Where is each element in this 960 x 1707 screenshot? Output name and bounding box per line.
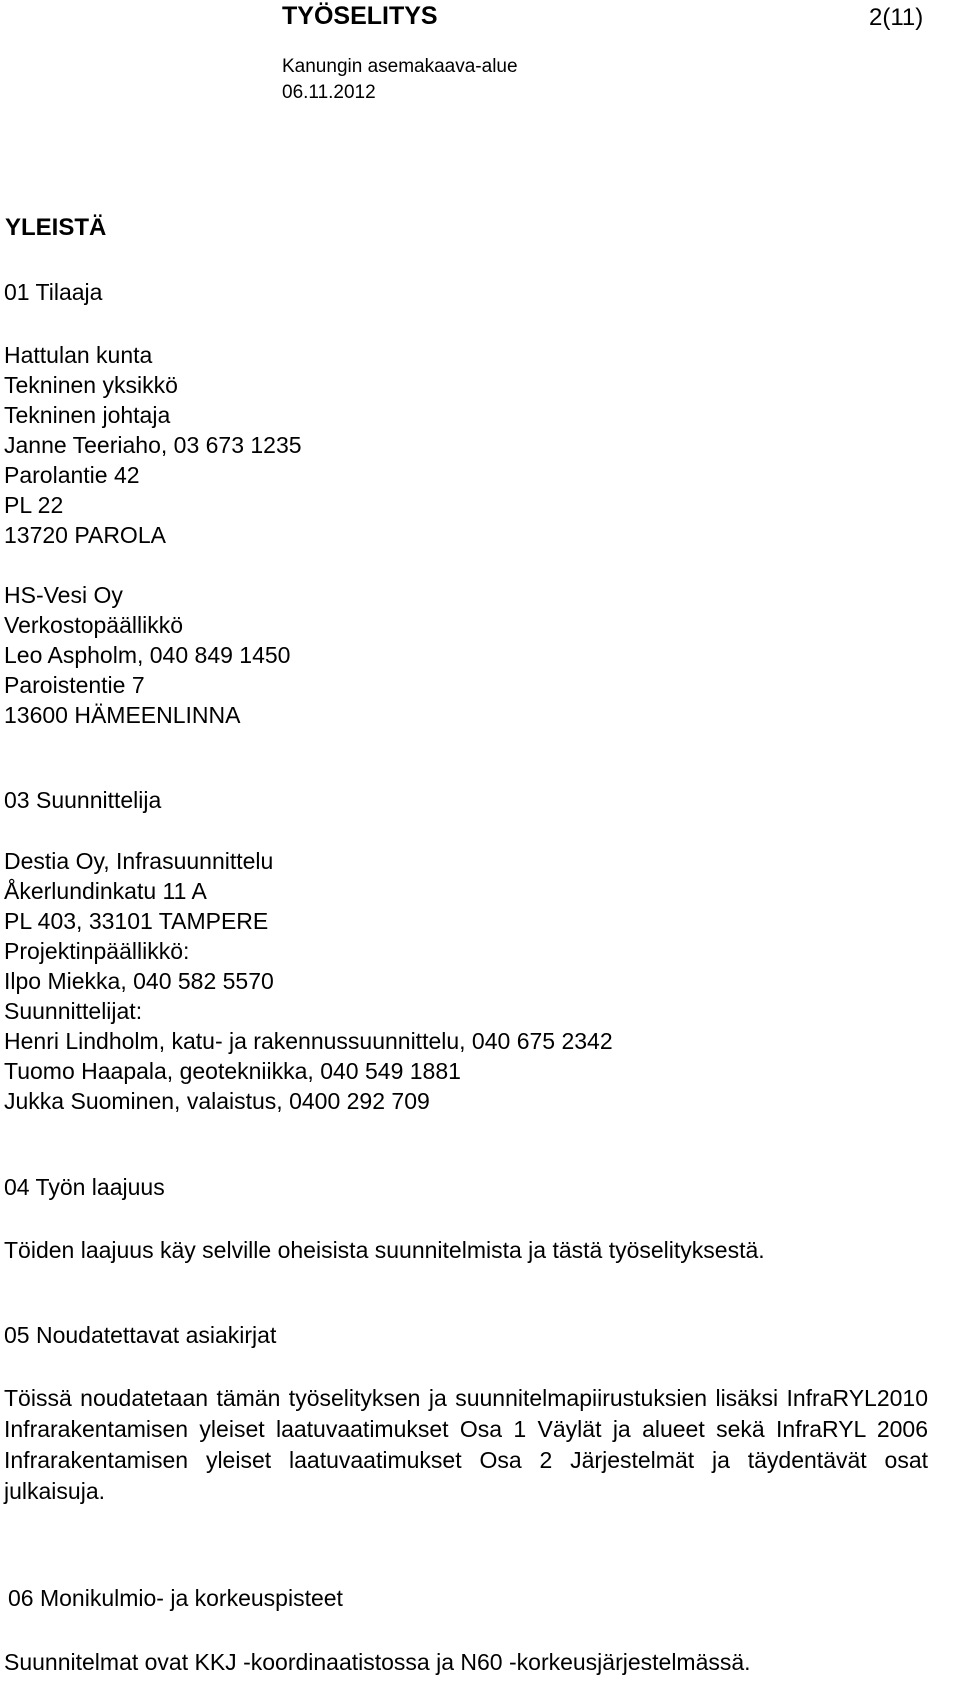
client-line: Janne Teeriaho, 03 673 1235 — [4, 432, 302, 458]
designer-heading: 03 Suunnittelija — [4, 787, 162, 813]
document-date: 06.11.2012 — [282, 82, 376, 103]
page-number: 2(11) — [869, 4, 924, 31]
client-line: Paroistentie 7 — [4, 672, 145, 698]
documents-text: Töissä noudatetaan tämän työselityksen ja suunnitelmapiirustuksien lisäksi InfraRYL2010 Infrarakentamisen yleiset laatuvaatimukset Osa 1 Väylät ja alueet sekä InfraRYL 2006 Infrarakentamisen yleiset laatuvaatimukset Osa 2 Järjestelmät ja täydentävät osat julkaisuja. — [4, 1385, 928, 1504]
client-line: 13600 HÄMEENLINNA — [4, 702, 241, 728]
designer-line: Henri Lindholm, katu- ja rakennussuunnittelu, 040 675 2342 — [4, 1028, 613, 1054]
document-title: TYÖSELITYS — [282, 2, 438, 30]
client-line: HS-Vesi Oy — [4, 582, 123, 608]
documents-heading: 05 Noudatettavat asiakirjat — [4, 1322, 277, 1348]
client-line: Tekninen johtaja — [4, 402, 171, 428]
designer-line: Jukka Suominen, valaistus, 0400 292 709 — [4, 1088, 430, 1114]
scope-heading: 04 Työn laajuus — [4, 1174, 165, 1200]
designer-line: Destia Oy, Infrasuunnittelu — [4, 848, 274, 874]
client-line: Verkostopäällikkö — [4, 612, 183, 638]
points-heading: 06 Monikulmio- ja korkeuspisteet — [8, 1585, 343, 1611]
client-heading: 01 Tilaaja — [4, 279, 103, 305]
client-line: Hattulan kunta — [4, 342, 153, 368]
client-line: Leo Aspholm, 040 849 1450 — [4, 642, 291, 668]
designer-line: Tuomo Haapala, geotekniikka, 040 549 1881 — [4, 1058, 461, 1084]
client-line: PL 22 — [4, 492, 64, 518]
designer-line: Projektinpäällikkö: — [4, 938, 190, 964]
section-title: YLEISTÄ — [5, 214, 107, 241]
client-line: 13720 PAROLA — [4, 522, 166, 548]
client-line: Tekninen yksikkö — [4, 372, 178, 398]
designer-line: PL 403, 33101 TAMPERE — [4, 908, 269, 934]
client-line: Parolantie 42 — [4, 462, 140, 488]
points-text: Suunnitelmat ovat KKJ -koordinaatistossa ja N60 -korkeusjärjestelmässä. — [4, 1649, 751, 1675]
designer-line: Ilpo Miekka, 040 582 5570 — [4, 968, 274, 994]
scope-text: Töiden laajuus käy selville oheisista suunnitelmista ja tästä työselityksestä. — [4, 1237, 765, 1263]
plan-area: Kanungin asemakaava-alue — [282, 56, 518, 77]
designer-line: Suunnittelijat: — [4, 998, 143, 1024]
designer-line: Åkerlundinkatu 11 A — [4, 878, 207, 904]
